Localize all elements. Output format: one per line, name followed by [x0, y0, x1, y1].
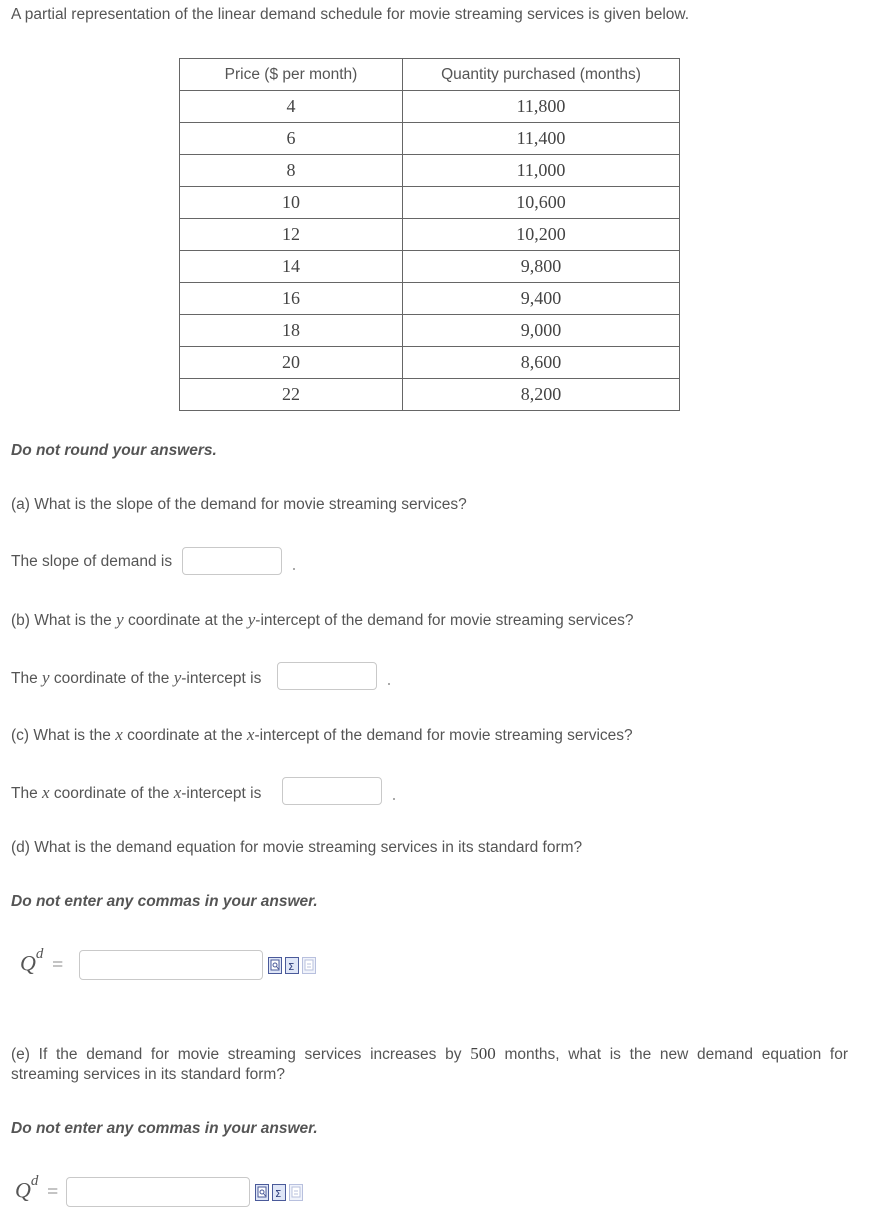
question-e-text: (e) If the demand for movie streaming services increases by — [11, 1046, 462, 1063]
commas-note-e: Do not enter any commas in your answer. — [11, 1120, 318, 1137]
question-b-text: coordinate at the — [127, 612, 244, 629]
table-row — [180, 251, 680, 283]
table-header-row — [180, 59, 680, 91]
period-dot — [393, 798, 395, 800]
svg-text:Σ: Σ — [288, 962, 295, 973]
table-row — [180, 315, 680, 347]
preview-icon[interactable] — [255, 1184, 269, 1201]
d-superscript: d — [30, 1173, 39, 1189]
prompt-text: -intercept is — [181, 670, 262, 687]
question-c — [11, 725, 633, 745]
equals-sign: = — [52, 954, 64, 976]
table-row — [180, 283, 680, 315]
question-a: (a) What is the slope of the demand for movie streaming services? — [11, 496, 467, 513]
price-cell: 20 — [180, 347, 403, 379]
price-cell: 6 — [180, 123, 403, 155]
variable-x: x — [115, 725, 123, 744]
y-intercept-prompt — [11, 668, 261, 688]
sigma-icon[interactable] — [285, 957, 299, 974]
x-intercept-input[interactable] — [282, 777, 382, 805]
demand-equation-input[interactable] — [79, 950, 263, 980]
quantity-cell: 9,800 — [403, 251, 680, 283]
table-row — [180, 219, 680, 251]
prompt-text: -intercept is — [181, 785, 262, 802]
variable-x: x — [246, 725, 255, 744]
demand-schedule-table — [179, 58, 680, 411]
prompt-text: coordinate of the — [53, 670, 170, 687]
price-column-header: Price ($ per month) — [180, 59, 403, 91]
table-row — [180, 347, 680, 379]
qd-label-e — [15, 1173, 39, 1203]
variable-x: x — [42, 783, 50, 802]
question-d: (d) What is the demand equation for movie streaming services in its standard form? — [11, 839, 583, 856]
quantity-cell: 10,600 — [403, 187, 680, 219]
variable-x: x — [173, 783, 182, 802]
quantity-cell: 10,200 — [403, 219, 680, 251]
x-intercept-prompt — [11, 783, 261, 803]
period-dot — [388, 683, 390, 685]
quantity-cell: 8,600 — [403, 347, 680, 379]
variable-y: y — [173, 668, 182, 687]
question-c-text: coordinate at the — [127, 727, 243, 744]
y-intercept-input[interactable] — [277, 662, 377, 690]
quantity-cell: 9,400 — [403, 283, 680, 315]
question-b-text: (b) What is the — [11, 612, 112, 629]
quantity-cell: 11,400 — [403, 123, 680, 155]
quantity-cell: 11,800 — [403, 91, 680, 123]
prompt-text: The — [11, 670, 38, 687]
table-row — [180, 123, 680, 155]
price-cell: 14 — [180, 251, 403, 283]
price-cell: 12 — [180, 219, 403, 251]
table-row — [180, 379, 680, 411]
new-demand-equation-input[interactable] — [66, 1177, 250, 1207]
question-e-line1 — [11, 1044, 848, 1064]
qd-label-d — [20, 946, 44, 976]
q-symbol: Q — [15, 1177, 31, 1203]
attach-icon[interactable] — [302, 957, 316, 974]
question-b-text: -intercept of the demand for movie streaming services? — [255, 612, 634, 629]
equals-sign: = — [47, 1181, 59, 1203]
svg-text:Σ: Σ — [275, 1189, 282, 1200]
quantity-cell: 9,000 — [403, 315, 680, 347]
price-cell: 16 — [180, 283, 403, 315]
question-c-text: (c) What is the — [11, 727, 111, 744]
prompt-text: The — [11, 785, 38, 802]
quantity-cell: 11,000 — [403, 155, 680, 187]
period-dot — [293, 568, 295, 570]
variable-y: y — [42, 668, 50, 687]
preview-icon[interactable] — [268, 957, 282, 974]
question-b — [11, 610, 634, 630]
variable-y: y — [116, 610, 124, 629]
variable-y: y — [247, 610, 256, 629]
price-cell: 10 — [180, 187, 403, 219]
table-row — [180, 155, 680, 187]
slope-input[interactable] — [182, 547, 282, 575]
quantity-cell: 8,200 — [403, 379, 680, 411]
prompt-text: coordinate of the — [53, 785, 170, 802]
round-note: Do not round your answers. — [11, 442, 217, 459]
d-superscript: d — [35, 946, 44, 962]
price-cell: 4 — [180, 91, 403, 123]
table-row — [180, 187, 680, 219]
attach-icon[interactable] — [289, 1184, 303, 1201]
quantity-column-header: Quantity purchased (months) — [403, 59, 680, 91]
commas-note-d: Do not enter any commas in your answer. — [11, 893, 318, 910]
question-e-line2: streaming services in its standard form? — [11, 1066, 285, 1083]
price-cell: 22 — [180, 379, 403, 411]
sigma-icon[interactable] — [272, 1184, 286, 1201]
question-c-text: -intercept of the demand for movie streaming services? — [254, 727, 633, 744]
increase-amount: 500 — [470, 1044, 496, 1063]
slope-prompt: The slope of demand is — [11, 553, 173, 570]
price-cell: 8 — [180, 155, 403, 187]
question-e-text: months, what is the new demand equation for — [504, 1046, 849, 1063]
q-symbol: Q — [20, 950, 36, 976]
intro-text: A partial representation of the linear demand schedule for movie streaming services is given below. — [11, 6, 690, 23]
price-cell: 18 — [180, 315, 403, 347]
table-row — [180, 91, 680, 123]
